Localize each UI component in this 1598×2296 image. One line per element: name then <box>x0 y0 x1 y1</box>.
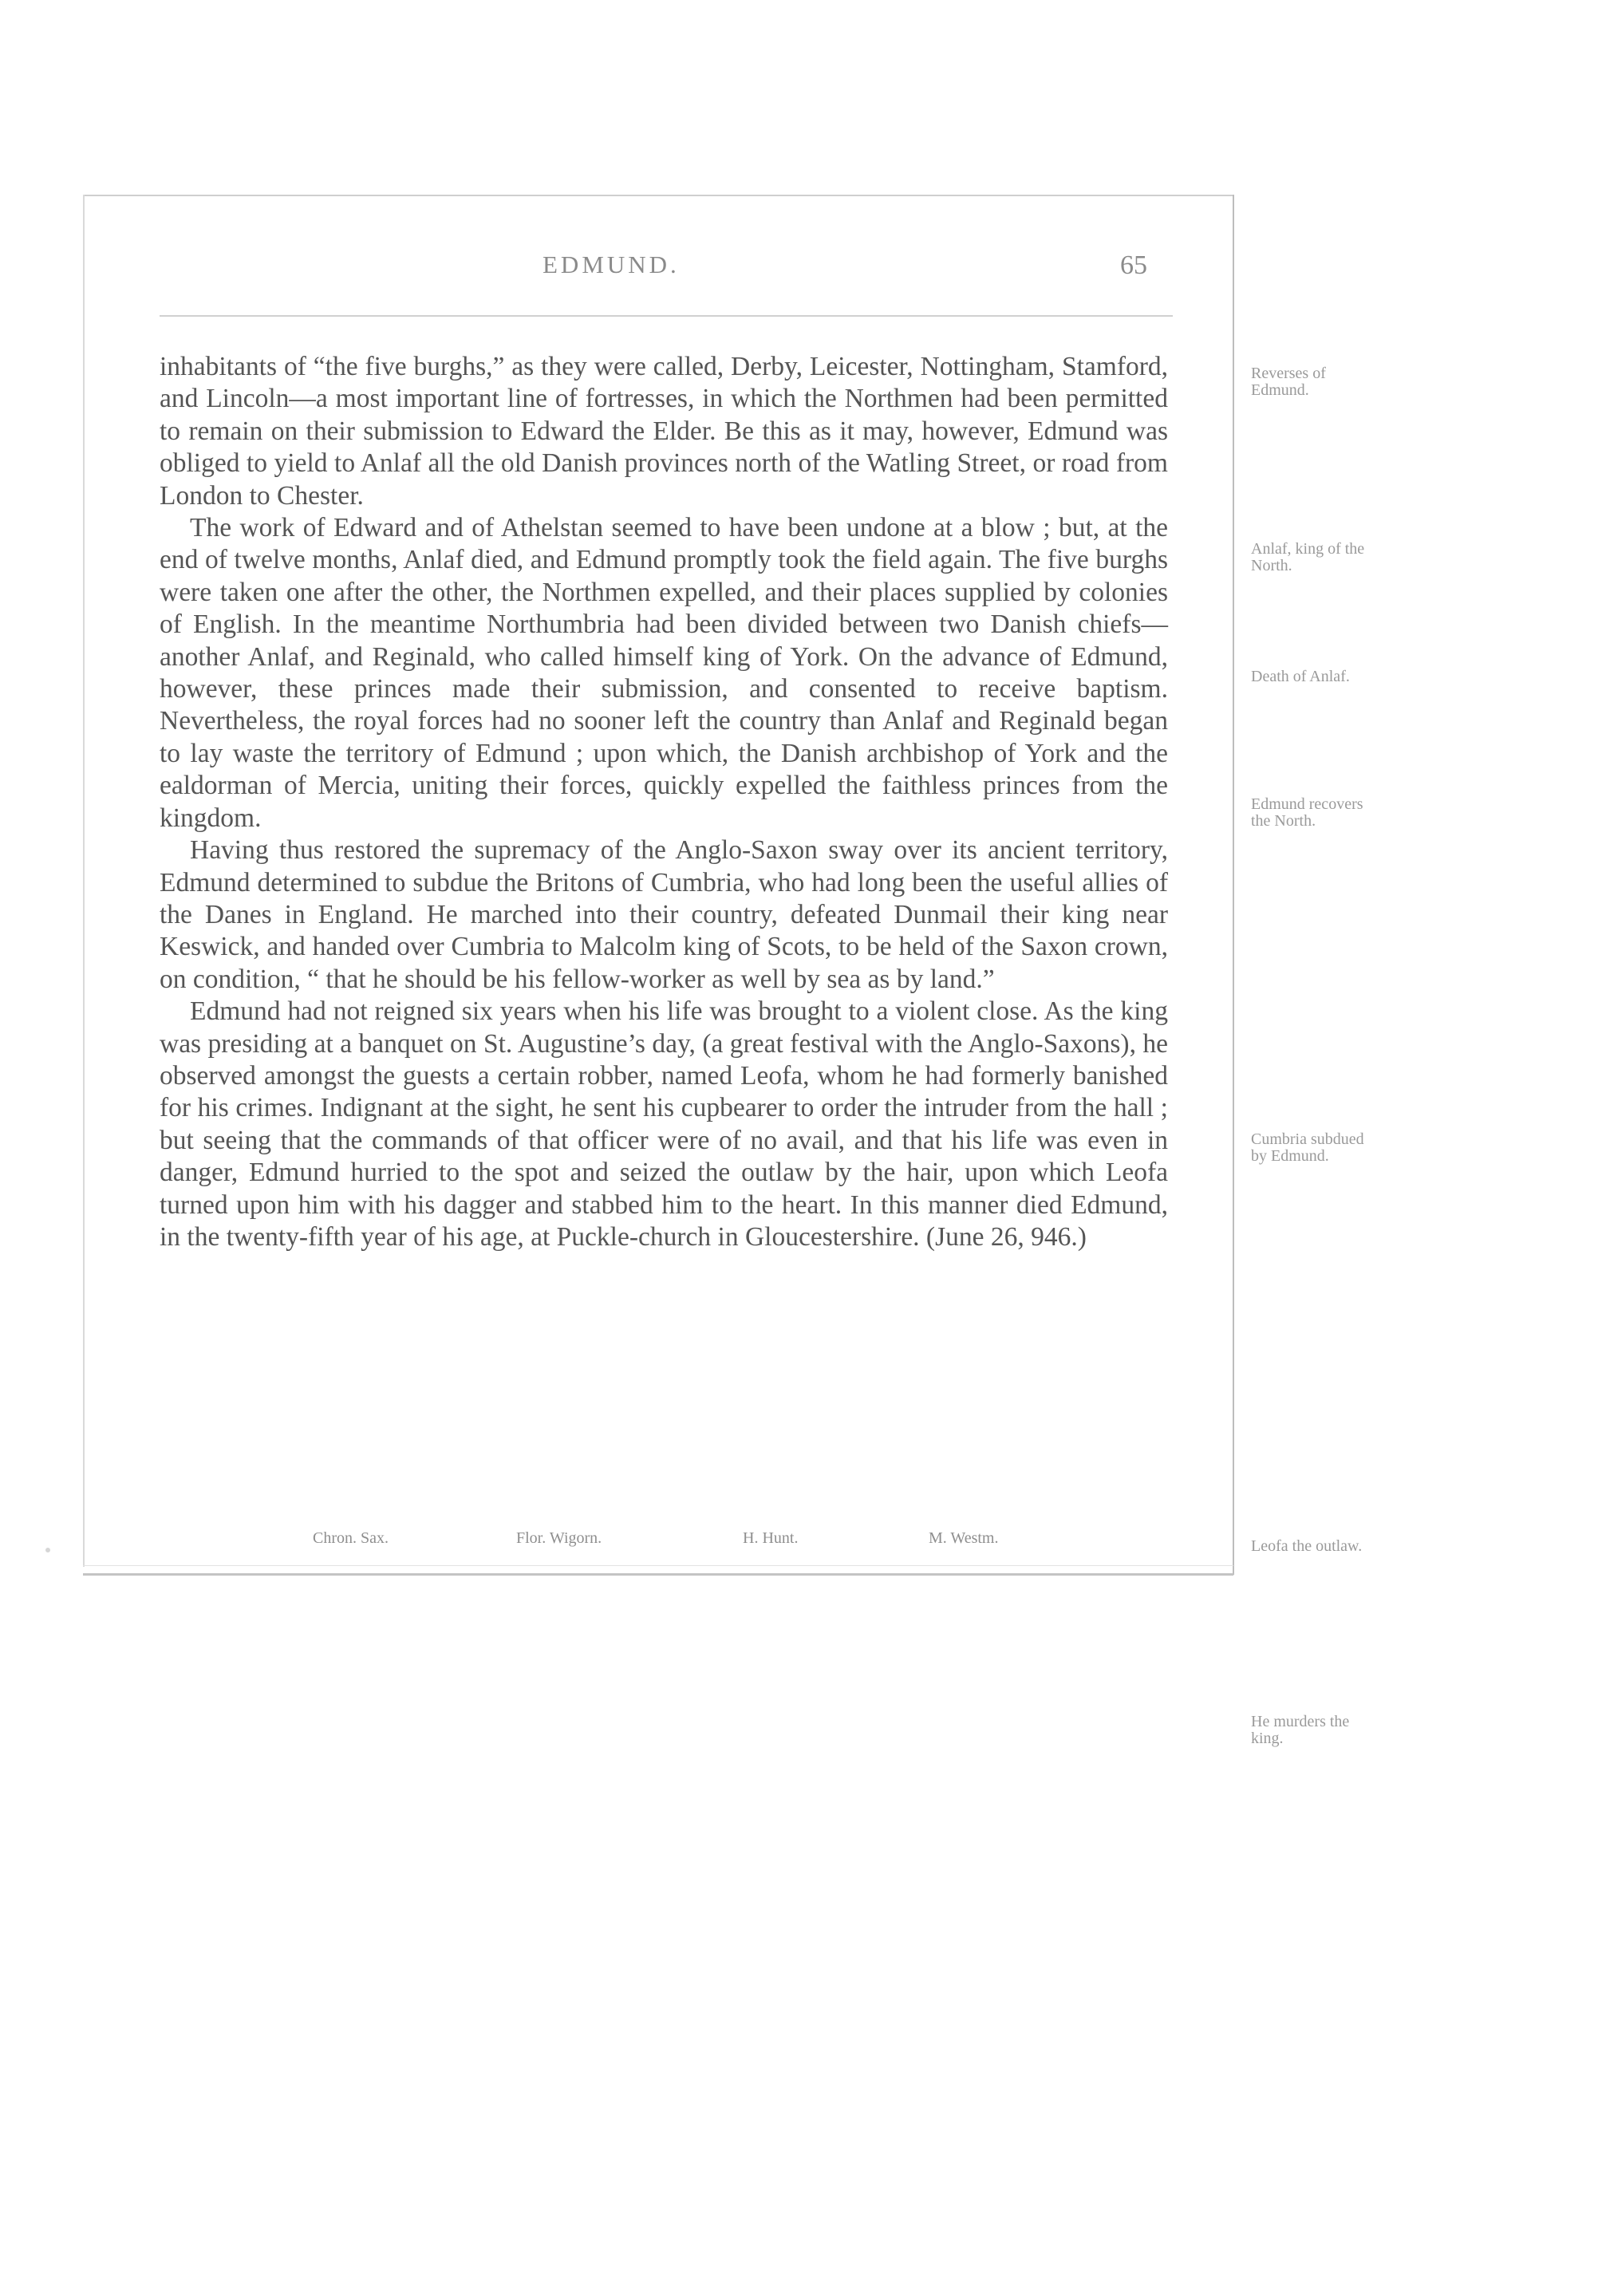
margin-note-anlaf-king: Anlaf, king of the North. <box>1251 540 1365 574</box>
margin-note-edmund-recovers: Edmund recovers the North. <box>1251 795 1363 830</box>
paragraph-4: Edmund had not reigned six years when his life was brought to a violent close. As the king was presiding at a banquet on St. Augustine’s day, (a great festival with the Anglo-Saxons), he observed amongst the guests a certain robber, named Leofa, whom he had formerly banished for his crimes. Indignant at the sight, he sent his cupbearer to order the intruder from the hall ; but seeing that the commands of that officer were of no avail, and that his life was even in danger, Edmund hurried to the spot and seized the outlaw by the hair, upon which Leofa turned upon him with his dagger and stabbed him to the heart. In this manner died Edmund, in the twenty-fifth year of his age, at Puckle-church in Gloucestershire. (June 26, 946.) <box>160 996 1168 1252</box>
paragraph-3: Having thus restored the supremacy of the Anglo-Saxon sway over its ancient territory, Edmund determined to subdue the Britons of Cumbria, who had long been the useful allies of the Danes in England. He marched into their country, defeated Dunmail their king near Keswick, and handed over Cumbria to Malcolm king of Scots, to be held of the Saxon crown, on condition, “ that he should be his fellow-worker as well by sea as by land.” <box>160 835 1168 994</box>
citation-chron-sax: Chron. Sax. <box>313 1529 389 1547</box>
citation-m-westm: M. Westm. <box>929 1529 999 1547</box>
margin-note-reverses: Reverses of Edmund. <box>1251 365 1326 399</box>
page-frame-top-rule <box>83 195 1233 196</box>
citation-h-hunt: H. Hunt. <box>743 1529 799 1547</box>
paragraph-2: The work of Edward and of Athelstan seemed to have been undone at a blow ; but, at the end of twelve months, Anlaf died, and Edmund promptly took the field again. The five burghs were taken one after the other, the Northmen expelled, and their places supplied by colonies of English. In the meantime Northumbria had been divided between two Danish chiefs—another Anlaf, and Reginald, who called himself king of York. On the advance of Edmund, however, these princes made their submission, and consented to receive baptism. Nevertheless, the royal forces had no sooner left the country than Anlaf and Reginald began to lay waste the territory of Edmund ; upon which, the Danish archbishop of York and the ealdorman of Mercia, uniting their forces, quickly expelled the faithless princes from the kingdom. <box>160 513 1168 833</box>
page-frame-left-rule <box>83 195 85 1567</box>
margin-note-cumbria-subdued: Cumbria subdued by Edmund. <box>1251 1130 1364 1165</box>
margin-note-leofa: Leofa the outlaw. <box>1251 1537 1363 1555</box>
paper-speck <box>45 1548 50 1552</box>
citation-flor-wigorn: Flor. Wigorn. <box>516 1529 602 1547</box>
header-rule <box>160 315 1173 317</box>
page-frame-bottom-inner-rule <box>83 1565 1233 1566</box>
paragraph-1: inhabitants of “the five burghs,” as they were called, Derby, Leicester, Nottingham, Stamford, and Lincoln—a most important line of fortresses, in which the Northmen had been permitted to remain on their submission to Edward the Elder. Be this as it may, however, Edmund was obliged to yield to Anlaf all the old Danish provinces north of the Watling Street, or road from London to Chester. <box>160 352 1168 511</box>
body-text <box>160 351 1168 1253</box>
page-number: 65 <box>1120 251 1147 280</box>
page-frame-bottom-rule <box>83 1573 1233 1576</box>
running-head: EDMUND. <box>543 251 680 278</box>
margin-note-death-of-anlaf: Death of Anlaf. <box>1251 668 1350 685</box>
page-frame-right-rule <box>1233 195 1234 1575</box>
margin-note-placeholder: He murders the king. <box>1251 1713 1350 1747</box>
